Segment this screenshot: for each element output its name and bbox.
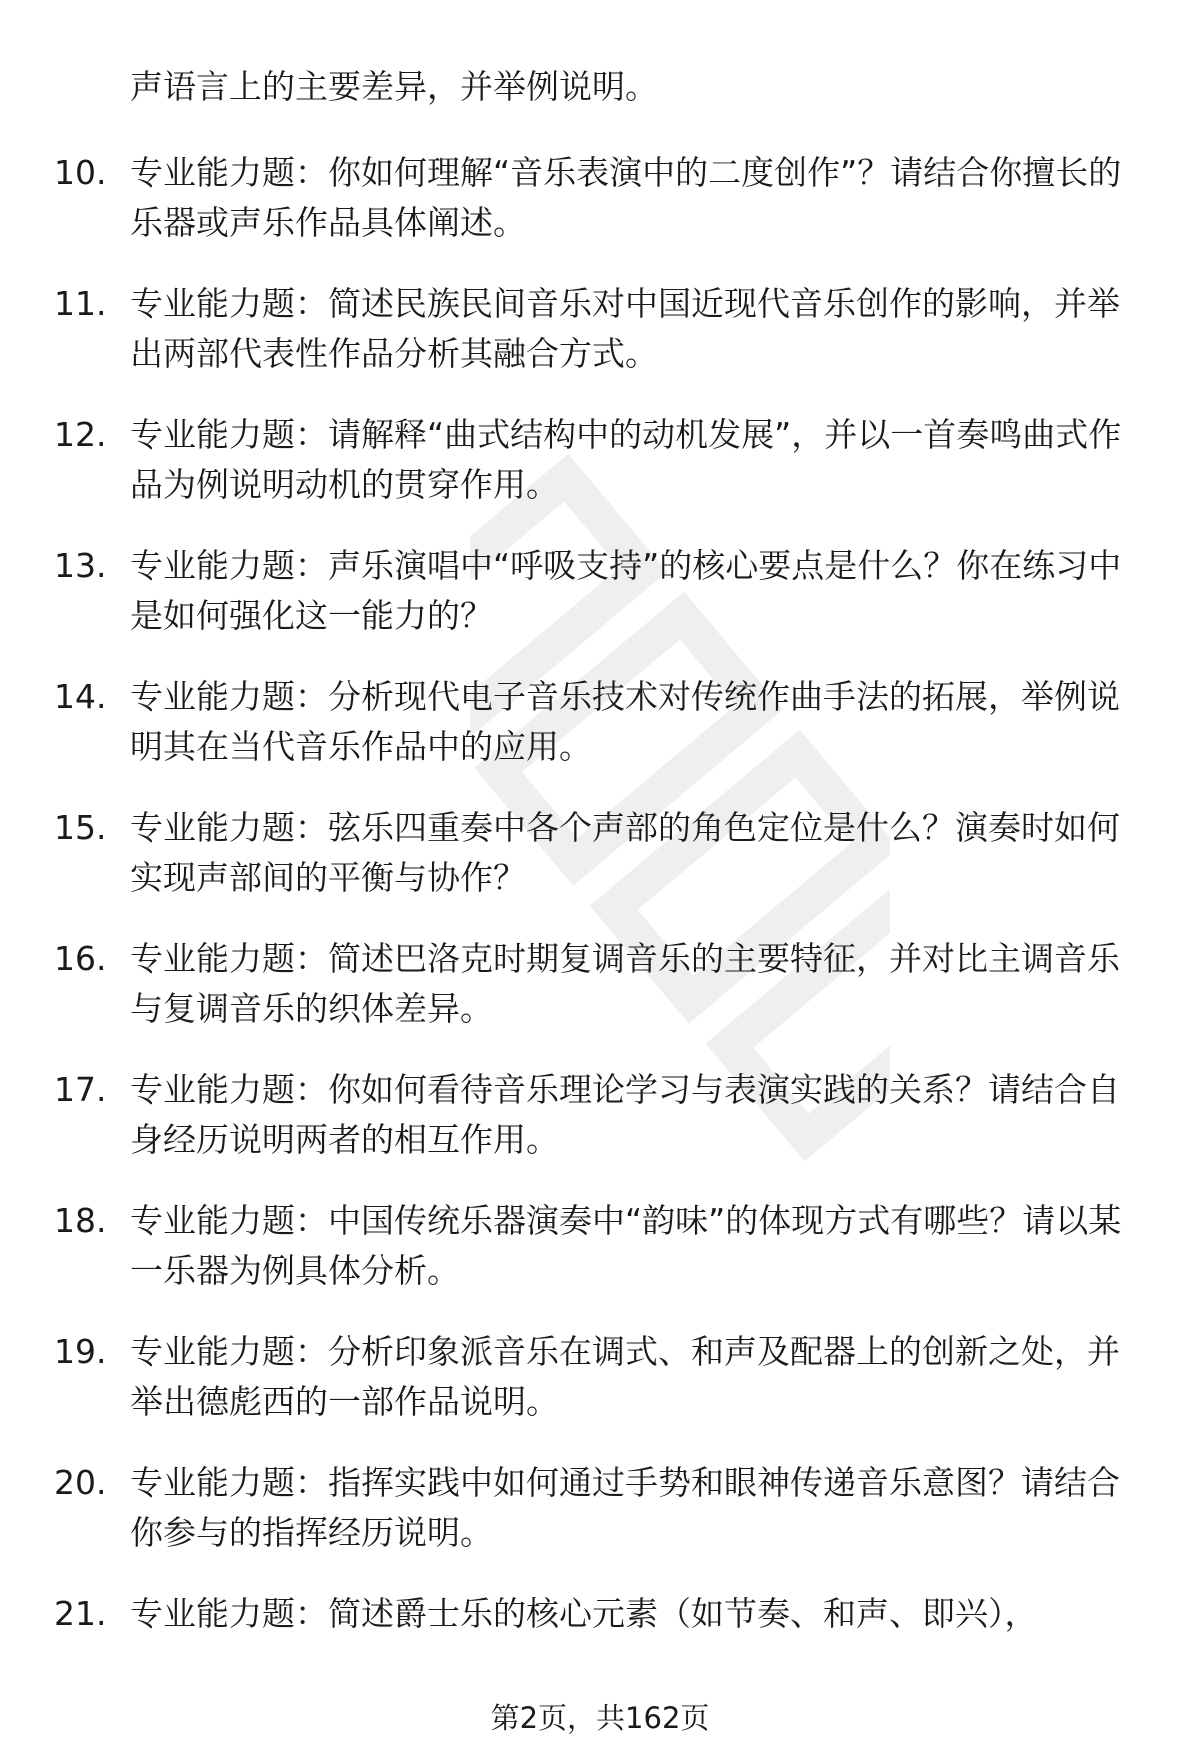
- question-number: 19.: [54, 1332, 107, 1371]
- question-text: 专业能力题：你如何理解“音乐表演中的二度创作”？请结合你擅长的乐器或声乐作品具体阐述。: [130, 153, 1122, 242]
- question-item: [0, 1327, 1200, 1458]
- question-number: 15.: [54, 808, 107, 847]
- continuation-text: 声语言上的主要差异，并举例说明。: [130, 67, 658, 106]
- question-number: 14.: [54, 677, 107, 716]
- question-number: 16.: [54, 939, 107, 978]
- question-list: [0, 148, 1200, 1720]
- question-item: [0, 672, 1200, 803]
- question-text: 专业能力题：中国传统乐器演奏中“韵味”的体现方式有哪些？请以某一乐器为例具体分析。: [130, 1201, 1122, 1290]
- question-number: 10.: [54, 153, 107, 192]
- question-item: [0, 1065, 1200, 1196]
- question-number: 21.: [54, 1594, 107, 1633]
- question-text: 专业能力题：简述民族民间音乐对中国近现代音乐创作的影响，并举出两部代表性作品分析其融合方式。: [130, 284, 1120, 373]
- question-item: [0, 1458, 1200, 1589]
- question-item: [0, 279, 1200, 410]
- question-number: 12.: [54, 415, 107, 454]
- question-item: [0, 803, 1200, 934]
- question-text: 专业能力题：分析现代电子音乐技术对传统作曲手法的拓展，举例说明其在当代音乐作品中的应用。: [130, 677, 1120, 766]
- question-text: 专业能力题：简述巴洛克时期复调音乐的主要特征，并对比主调音乐与复调音乐的织体差异。: [130, 939, 1120, 1028]
- question-text: 专业能力题：分析印象派音乐在调式、和声及配器上的创新之处，并举出德彪西的一部作品说明。: [130, 1332, 1120, 1421]
- question-number: 11.: [54, 284, 107, 323]
- question-item: [0, 541, 1200, 672]
- question-item: [0, 410, 1200, 541]
- question-text: 专业能力题：简述爵士乐的核心元素（如节奏、和声、即兴），: [130, 1594, 1038, 1633]
- question-text: 专业能力题：指挥实践中如何通过手势和眼神传递音乐意图？请结合你参与的指挥经历说明。: [130, 1463, 1120, 1552]
- question-item: [0, 934, 1200, 1065]
- question-item: [0, 1196, 1200, 1327]
- page-number-footer: 第2页，共162页: [490, 1701, 710, 1735]
- question-text: 专业能力题：你如何看待音乐理论学习与表演实践的关系？请结合自身经历说明两者的相互作用。: [130, 1070, 1120, 1159]
- question-number: 18.: [54, 1201, 107, 1240]
- question-text: 专业能力题：弦乐四重奏中各个声部的角色定位是什么？演奏时如何实现声部间的平衡与协作？: [130, 808, 1120, 897]
- question-number: 13.: [54, 546, 107, 585]
- question-text: 专业能力题：请解释“曲式结构中的动机发展”，并以一首奏鸣曲式作品为例说明动机的贯穿作用。: [130, 415, 1122, 504]
- question-number: 17.: [54, 1070, 107, 1109]
- question-text: 专业能力题：声乐演唱中“呼吸支持”的核心要点是什么？你在练习中是如何强化这一能力的？: [130, 546, 1122, 635]
- question-number: 20.: [54, 1463, 107, 1502]
- question-item: [0, 148, 1200, 279]
